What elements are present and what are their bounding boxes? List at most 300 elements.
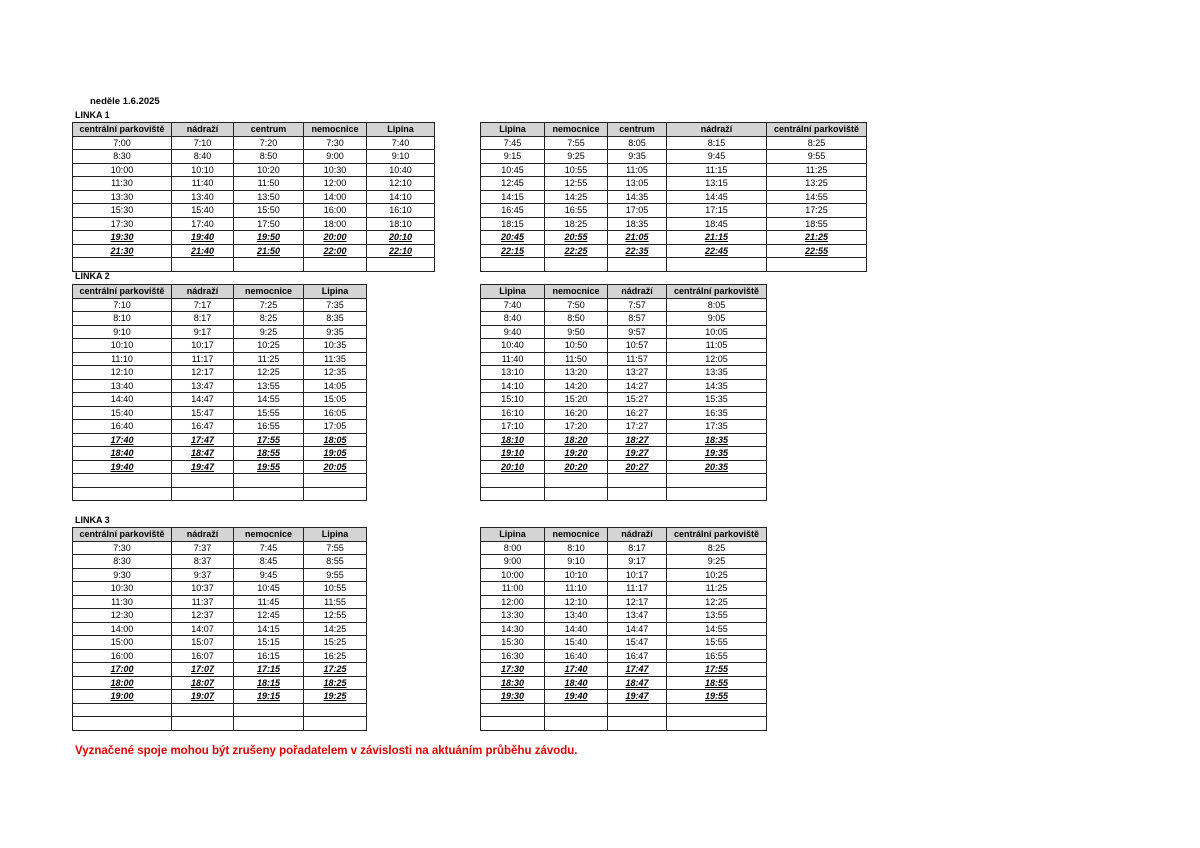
time-cell: 8:50: [545, 312, 608, 326]
table-row: [73, 190, 435, 204]
time-cell: 8:45: [234, 555, 304, 569]
time-cell: 16:00: [304, 204, 367, 218]
time-cell: 15:05: [304, 393, 367, 407]
time-cell: 15:40: [545, 636, 608, 650]
table-row: [481, 204, 867, 218]
time-cell: 18:00: [73, 676, 172, 690]
time-cell: 18:45: [667, 217, 767, 231]
time-cell: 7:25: [234, 298, 304, 312]
table-row: [73, 366, 367, 380]
column-header: Lipina: [481, 528, 545, 542]
time-cell: 7:35: [304, 298, 367, 312]
table-row: [481, 258, 867, 272]
header-row: [481, 528, 767, 542]
time-cell: 18:00: [304, 217, 367, 231]
time-cell: 15:47: [608, 636, 667, 650]
table-row: [481, 163, 867, 177]
time-cell: 18:07: [172, 676, 234, 690]
time-cell: 11:17: [172, 352, 234, 366]
time-cell: 19:15: [234, 690, 304, 704]
table-row: [73, 136, 435, 150]
table-row: [73, 163, 435, 177]
time-cell: 19:55: [234, 460, 304, 474]
time-cell: 9:17: [608, 555, 667, 569]
table-row: [481, 541, 767, 555]
time-cell: 11:10: [73, 352, 172, 366]
time-cell: 19:35: [667, 447, 767, 461]
time-cell: 22:10: [367, 244, 435, 258]
time-cell: 10:30: [73, 582, 172, 596]
time-cell: 13:27: [608, 366, 667, 380]
time-cell: 7:40: [367, 136, 435, 150]
table-row: [73, 622, 367, 636]
time-cell: 11:40: [172, 177, 234, 191]
time-cell: 11:25: [667, 582, 767, 596]
time-cell: 13:40: [73, 379, 172, 393]
header-row: [73, 285, 367, 299]
time-cell: 18:27: [608, 433, 667, 447]
time-cell: 20:55: [545, 231, 608, 245]
time-cell: 9:57: [608, 325, 667, 339]
time-cell: 14:10: [367, 190, 435, 204]
time-cell: 18:55: [767, 217, 867, 231]
time-cell: 17:10: [481, 420, 545, 434]
time-cell: 21:25: [767, 231, 867, 245]
time-cell: 17:47: [172, 433, 234, 447]
time-cell: 10:05: [667, 325, 767, 339]
time-cell: 14:00: [304, 190, 367, 204]
column-header: nádraží: [172, 528, 234, 542]
time-cell: 14:35: [608, 190, 667, 204]
column-header: nádraží: [667, 123, 767, 137]
table-row: [481, 366, 767, 380]
column-header: nemocnice: [545, 285, 608, 299]
time-cell: 15:55: [234, 406, 304, 420]
time-cell: 10:10: [172, 163, 234, 177]
linka-2-return-table: [480, 284, 767, 501]
time-cell: 17:55: [667, 663, 767, 677]
time-cell: 13:47: [172, 379, 234, 393]
time-cell: 15:40: [172, 204, 234, 218]
time-cell: 14:40: [73, 393, 172, 407]
table-row: [481, 325, 767, 339]
table-row: [73, 703, 367, 717]
time-cell: 13:55: [667, 609, 767, 623]
time-cell: [608, 717, 667, 731]
time-cell: 8:25: [767, 136, 867, 150]
time-cell: 7:40: [481, 298, 545, 312]
time-cell: 12:30: [73, 609, 172, 623]
time-cell: 7:50: [545, 298, 608, 312]
time-cell: 12:35: [304, 366, 367, 380]
table-row: [481, 474, 767, 488]
time-cell: 18:47: [608, 676, 667, 690]
time-cell: 12:00: [304, 177, 367, 191]
time-cell: [172, 717, 234, 731]
time-cell: [767, 258, 867, 272]
time-cell: 11:40: [481, 352, 545, 366]
time-cell: 9:25: [545, 150, 608, 164]
linka-2-title: LINKA 2: [75, 271, 110, 281]
time-cell: 21:40: [172, 244, 234, 258]
time-cell: 19:25: [304, 690, 367, 704]
time-cell: 14:47: [608, 622, 667, 636]
time-cell: 18:47: [172, 447, 234, 461]
time-cell: 16:40: [545, 649, 608, 663]
time-cell: 11:30: [73, 595, 172, 609]
time-cell: 15:25: [304, 636, 367, 650]
time-cell: 11:55: [304, 595, 367, 609]
time-cell: [667, 474, 767, 488]
time-cell: [481, 717, 545, 731]
time-cell: 10:57: [608, 339, 667, 353]
time-cell: 16:27: [608, 406, 667, 420]
time-cell: 10:50: [545, 339, 608, 353]
table-row: [481, 352, 767, 366]
time-cell: 17:07: [172, 663, 234, 677]
table-row: [481, 312, 767, 326]
time-cell: 22:00: [304, 244, 367, 258]
table-row: [481, 190, 867, 204]
time-cell: 12:10: [367, 177, 435, 191]
time-cell: 18:25: [545, 217, 608, 231]
time-cell: 22:45: [667, 244, 767, 258]
time-cell: 9:50: [545, 325, 608, 339]
table-row: [73, 298, 367, 312]
time-cell: 7:55: [545, 136, 608, 150]
table-row: [481, 649, 767, 663]
time-cell: 20:05: [304, 460, 367, 474]
time-cell: 22:35: [608, 244, 667, 258]
time-cell: 14:25: [304, 622, 367, 636]
table-row: [481, 582, 767, 596]
time-cell: 18:40: [545, 676, 608, 690]
time-cell: 15:35: [667, 393, 767, 407]
table-row: [481, 676, 767, 690]
time-cell: [481, 474, 545, 488]
time-cell: 7:10: [172, 136, 234, 150]
time-cell: [234, 703, 304, 717]
time-cell: 12:37: [172, 609, 234, 623]
time-cell: 20:45: [481, 231, 545, 245]
time-cell: 9:45: [667, 150, 767, 164]
time-cell: 20:27: [608, 460, 667, 474]
time-cell: 18:55: [667, 676, 767, 690]
time-cell: 9:25: [667, 555, 767, 569]
time-cell: 9:25: [234, 325, 304, 339]
table-row: [73, 204, 435, 218]
time-cell: 16:40: [73, 420, 172, 434]
table-row: [73, 177, 435, 191]
table-row: [73, 433, 367, 447]
time-cell: 14:55: [667, 622, 767, 636]
time-cell: 18:40: [73, 447, 172, 461]
time-cell: 12:25: [667, 595, 767, 609]
time-cell: 15:27: [608, 393, 667, 407]
time-cell: [172, 474, 234, 488]
table-row: [73, 541, 367, 555]
time-cell: 21:05: [608, 231, 667, 245]
time-cell: [172, 258, 234, 272]
time-cell: 13:55: [234, 379, 304, 393]
table-row: [481, 447, 767, 461]
time-cell: 13:30: [73, 190, 172, 204]
table-row: [481, 379, 767, 393]
time-cell: 16:07: [172, 649, 234, 663]
table-row: [73, 636, 367, 650]
time-cell: 14:15: [481, 190, 545, 204]
time-cell: 9:45: [234, 568, 304, 582]
time-cell: 14:00: [73, 622, 172, 636]
time-cell: 7:10: [73, 298, 172, 312]
time-cell: [667, 703, 767, 717]
linka-1-title: LINKA 1: [75, 110, 110, 120]
table-row: [481, 217, 867, 231]
time-cell: 13:10: [481, 366, 545, 380]
time-cell: 7:30: [73, 541, 172, 555]
time-cell: 19:07: [172, 690, 234, 704]
table-row: [73, 150, 435, 164]
column-header: nádraží: [608, 285, 667, 299]
time-cell: 18:15: [234, 676, 304, 690]
time-cell: 8:17: [172, 312, 234, 326]
time-cell: 17:50: [234, 217, 304, 231]
time-cell: 8:35: [304, 312, 367, 326]
time-cell: 8:25: [667, 541, 767, 555]
time-cell: 16:55: [545, 204, 608, 218]
time-cell: 11:50: [545, 352, 608, 366]
table-row: [73, 406, 367, 420]
time-cell: 14:55: [234, 393, 304, 407]
time-cell: [73, 703, 172, 717]
time-cell: 17:35: [667, 420, 767, 434]
time-cell: 19:05: [304, 447, 367, 461]
time-cell: 19:47: [172, 460, 234, 474]
time-cell: 15:15: [234, 636, 304, 650]
time-cell: [367, 258, 435, 272]
time-cell: 16:00: [73, 649, 172, 663]
time-cell: 12:17: [172, 366, 234, 380]
time-cell: 17:05: [608, 204, 667, 218]
time-cell: 17:00: [73, 663, 172, 677]
time-cell: 13:25: [767, 177, 867, 191]
table-row: [73, 663, 367, 677]
column-header: centrum: [234, 123, 304, 137]
time-cell: 13:47: [608, 609, 667, 623]
time-cell: 10:25: [667, 568, 767, 582]
time-cell: [73, 258, 172, 272]
column-header: Lipina: [304, 285, 367, 299]
time-cell: 18:10: [367, 217, 435, 231]
time-cell: 15:07: [172, 636, 234, 650]
header-row: [481, 285, 767, 299]
time-cell: 9:10: [367, 150, 435, 164]
time-cell: 16:30: [481, 649, 545, 663]
time-cell: 14:30: [481, 622, 545, 636]
time-cell: 10:10: [73, 339, 172, 353]
table-row: [73, 231, 435, 245]
time-cell: 10:20: [234, 163, 304, 177]
time-cell: 18:15: [481, 217, 545, 231]
time-cell: 19:27: [608, 447, 667, 461]
column-header: centrální parkoviště: [73, 528, 172, 542]
time-cell: [304, 487, 367, 501]
time-cell: 13:30: [481, 609, 545, 623]
table-row: [73, 352, 367, 366]
time-cell: 8:55: [304, 555, 367, 569]
column-header: centrální parkoviště: [73, 285, 172, 299]
time-cell: 14:20: [545, 379, 608, 393]
time-cell: 11:10: [545, 582, 608, 596]
time-cell: 13:50: [234, 190, 304, 204]
table-row: [481, 136, 867, 150]
time-cell: 19:55: [667, 690, 767, 704]
table-row: [481, 663, 767, 677]
table-row: [73, 555, 367, 569]
time-cell: 20:10: [367, 231, 435, 245]
time-cell: 9:10: [73, 325, 172, 339]
time-cell: 17:27: [608, 420, 667, 434]
time-cell: 10:17: [608, 568, 667, 582]
linka-3-return-table: [480, 527, 767, 731]
time-cell: 12:05: [667, 352, 767, 366]
column-header: centrální parkoviště: [667, 285, 767, 299]
time-cell: 14:40: [545, 622, 608, 636]
time-cell: 14:07: [172, 622, 234, 636]
linka-2-outbound-table: [72, 284, 367, 501]
time-cell: 17:40: [73, 433, 172, 447]
time-cell: 19:40: [545, 690, 608, 704]
time-cell: 16:35: [667, 406, 767, 420]
time-cell: 11:00: [481, 582, 545, 596]
column-header: nádraží: [172, 285, 234, 299]
time-cell: 15:55: [667, 636, 767, 650]
time-cell: 17:25: [304, 663, 367, 677]
time-cell: 18:30: [481, 676, 545, 690]
column-header: Lipina: [481, 123, 545, 137]
time-cell: [481, 703, 545, 717]
time-cell: 7:55: [304, 541, 367, 555]
time-cell: 20:10: [481, 460, 545, 474]
time-cell: 12:00: [481, 595, 545, 609]
time-cell: 17:15: [667, 204, 767, 218]
time-cell: 7:45: [481, 136, 545, 150]
time-cell: 8:37: [172, 555, 234, 569]
column-header: nemocnice: [234, 528, 304, 542]
table-row: [73, 217, 435, 231]
time-cell: 9:35: [304, 325, 367, 339]
time-cell: 9:30: [73, 568, 172, 582]
column-header: nemocnice: [545, 123, 608, 137]
time-cell: 19:50: [234, 231, 304, 245]
time-cell: [608, 258, 667, 272]
time-cell: 19:30: [481, 690, 545, 704]
column-header: nemocnice: [234, 285, 304, 299]
time-cell: [234, 717, 304, 731]
table-row: [481, 406, 767, 420]
time-cell: 11:05: [667, 339, 767, 353]
time-cell: 17:55: [234, 433, 304, 447]
time-cell: [234, 487, 304, 501]
time-cell: 16:47: [172, 420, 234, 434]
table-row: [481, 177, 867, 191]
time-cell: 12:10: [73, 366, 172, 380]
time-cell: 15:00: [73, 636, 172, 650]
time-cell: 10:55: [545, 163, 608, 177]
time-cell: 15:10: [481, 393, 545, 407]
table-row: [73, 420, 367, 434]
time-cell: 7:17: [172, 298, 234, 312]
time-cell: 17:30: [481, 663, 545, 677]
time-cell: 10:00: [481, 568, 545, 582]
time-cell: 13:35: [667, 366, 767, 380]
time-cell: 11:15: [667, 163, 767, 177]
time-cell: [481, 487, 545, 501]
time-cell: [304, 474, 367, 488]
time-cell: 9:05: [667, 312, 767, 326]
time-cell: 9:55: [304, 568, 367, 582]
time-cell: 11:25: [234, 352, 304, 366]
time-cell: 20:20: [545, 460, 608, 474]
table-row: [73, 609, 367, 623]
table-row: [481, 555, 767, 569]
time-cell: 14:25: [545, 190, 608, 204]
time-cell: 11:50: [234, 177, 304, 191]
table-row: [73, 393, 367, 407]
table-row: [481, 393, 767, 407]
time-cell: 15:20: [545, 393, 608, 407]
linka-3-title: LINKA 3: [75, 515, 110, 525]
time-cell: 13:20: [545, 366, 608, 380]
table-row: [73, 325, 367, 339]
cancellation-note: Vyznačené spoje mohou být zrušeny pořadatelem v závislosti na aktuáním průběhu závodu.: [75, 745, 578, 757]
time-cell: [608, 703, 667, 717]
time-cell: 8:10: [73, 312, 172, 326]
table-row: [481, 703, 767, 717]
time-cell: 10:00: [73, 163, 172, 177]
time-cell: 8:05: [667, 298, 767, 312]
time-cell: 16:15: [234, 649, 304, 663]
table-row: [481, 433, 767, 447]
time-cell: 20:35: [667, 460, 767, 474]
time-cell: 16:05: [304, 406, 367, 420]
time-cell: 11:17: [608, 582, 667, 596]
time-cell: 13:40: [545, 609, 608, 623]
time-cell: 9:00: [481, 555, 545, 569]
time-cell: 18:05: [304, 433, 367, 447]
table-row: [73, 379, 367, 393]
time-cell: 15:47: [172, 406, 234, 420]
time-cell: 8:40: [172, 150, 234, 164]
time-cell: [172, 487, 234, 501]
time-cell: 9:55: [767, 150, 867, 164]
time-cell: 12:55: [545, 177, 608, 191]
time-cell: 13:05: [608, 177, 667, 191]
table-row: [481, 609, 767, 623]
table-row: [73, 244, 435, 258]
time-cell: 18:35: [608, 217, 667, 231]
time-cell: 19:20: [545, 447, 608, 461]
table-row: [481, 690, 767, 704]
column-header: centrální parkoviště: [767, 123, 867, 137]
column-header: centrum: [608, 123, 667, 137]
header-row: [73, 528, 367, 542]
table-row: [481, 150, 867, 164]
time-cell: 17:40: [545, 663, 608, 677]
linka-1-outbound-table: [72, 122, 435, 272]
table-row: [73, 676, 367, 690]
time-cell: [667, 717, 767, 731]
